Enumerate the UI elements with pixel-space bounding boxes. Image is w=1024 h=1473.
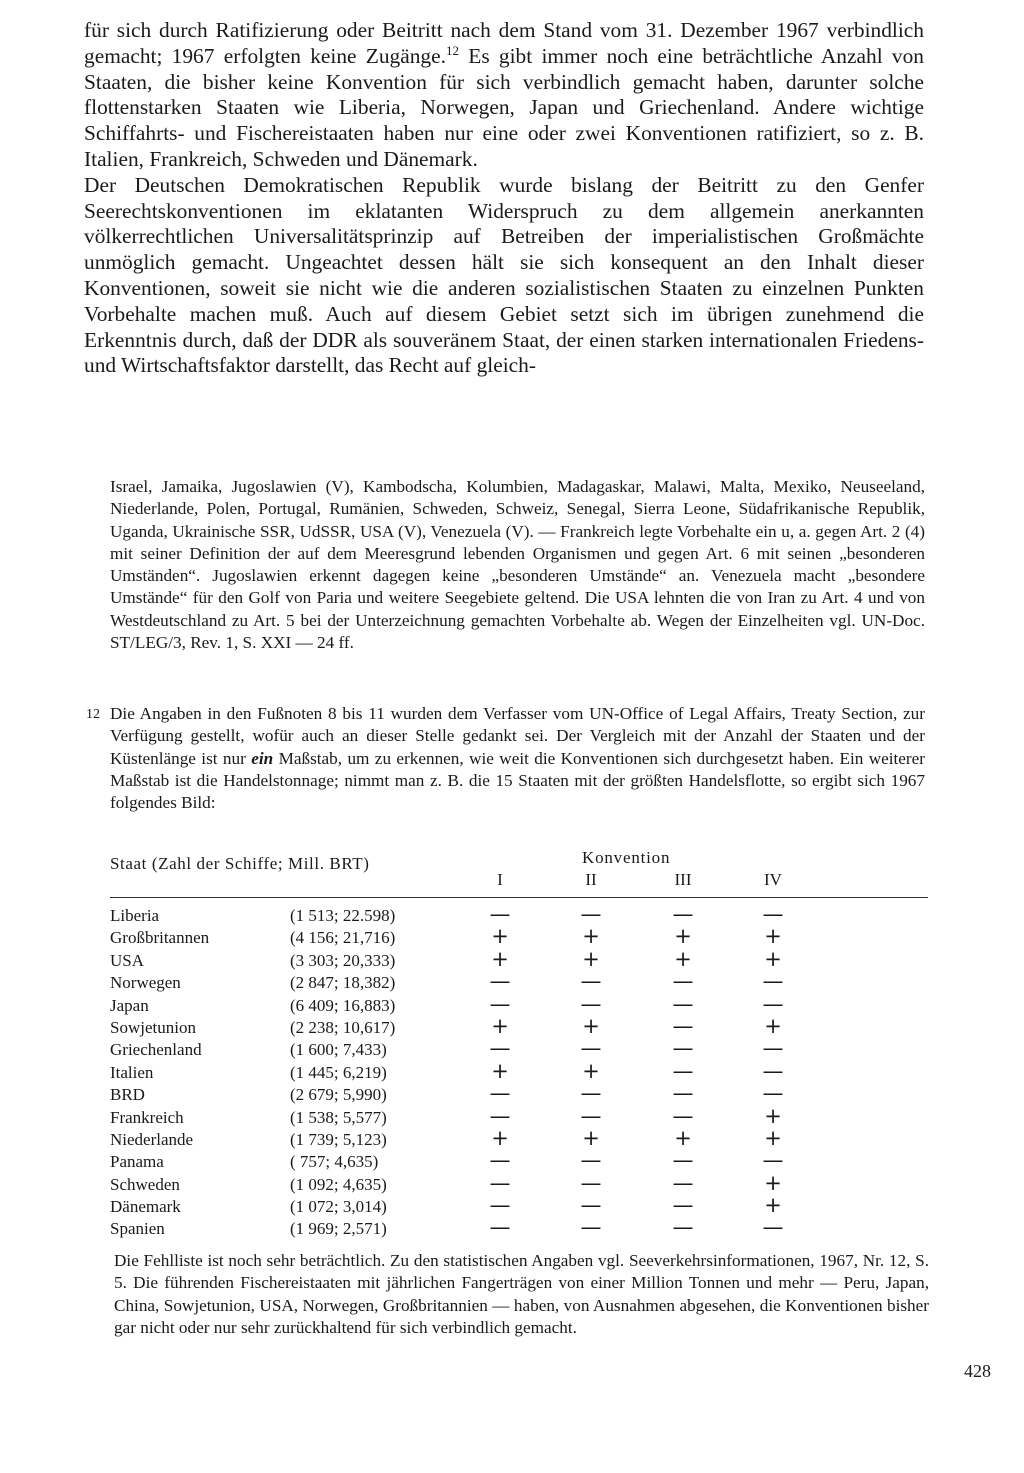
cell-konvention-iv: + bbox=[764, 924, 782, 949]
cell-staat: Panama bbox=[110, 1152, 164, 1172]
cell-konvention-iii: — bbox=[672, 1193, 694, 1218]
cell-staat: Niederlande bbox=[110, 1129, 194, 1149]
cell-staat: Schweden bbox=[110, 1174, 180, 1194]
cell-konvention-i: — bbox=[489, 902, 511, 926]
cell-konvention-ii: — bbox=[580, 1036, 602, 1061]
cell-konvention-ii: — bbox=[580, 1081, 602, 1106]
cell-schiffe-brt: (1 072; 3,014) bbox=[290, 1197, 387, 1217]
cell-konvention-ii: + bbox=[582, 946, 600, 971]
footnote-12-emphasis: ein bbox=[251, 748, 274, 768]
page-number: 428 bbox=[964, 1361, 991, 1381]
cell-konvention-i: — bbox=[489, 1103, 511, 1128]
footnote-12-text bbox=[110, 703, 925, 814]
cell-konvention-iii: — bbox=[672, 1215, 694, 1240]
cell-schiffe-brt: (2 679; 5,990) bbox=[290, 1085, 387, 1105]
cell-konvention-i: — bbox=[489, 991, 511, 1016]
cell-konvention-ii: — bbox=[580, 902, 602, 926]
cell-konvention-iv: + bbox=[764, 1013, 782, 1038]
cell-konvention-i: + bbox=[491, 1013, 509, 1038]
cell-staat: Norwegen bbox=[110, 973, 181, 993]
cell-konvention-iv: — bbox=[762, 1148, 784, 1173]
cell-schiffe-brt: (1 445; 6,219) bbox=[290, 1062, 387, 1082]
cell-staat: BRD bbox=[110, 1085, 145, 1105]
cell-staat: Großbritannen bbox=[110, 928, 210, 948]
cell-schiffe-brt: (4 156; 21,716) bbox=[290, 928, 396, 948]
main-text bbox=[84, 18, 924, 379]
cell-konvention-iv: — bbox=[762, 969, 784, 994]
footnote-12 bbox=[86, 703, 925, 814]
cell-schiffe-brt: (1 538; 5,577) bbox=[290, 1107, 387, 1127]
cell-schiffe-brt: (1 600; 7,433) bbox=[290, 1040, 387, 1060]
cell-konvention-i: — bbox=[489, 1215, 511, 1240]
cell-konvention-ii: + bbox=[582, 1058, 600, 1083]
cell-konvention-iv: + bbox=[764, 1193, 782, 1218]
cell-schiffe-brt: ( 757; 4,635) bbox=[290, 1152, 379, 1172]
cell-konvention-iii: — bbox=[672, 1013, 694, 1038]
cell-staat: USA bbox=[110, 950, 145, 970]
cell-staat: Sowjetunion bbox=[110, 1017, 196, 1037]
cell-schiffe-brt: (1 092; 4,635) bbox=[290, 1174, 387, 1194]
cell-konvention-i: — bbox=[489, 1170, 511, 1195]
cell-konvention-ii: — bbox=[580, 1193, 602, 1218]
header-col-ii: II bbox=[585, 870, 597, 889]
cell-konvention-ii: + bbox=[582, 1013, 600, 1038]
table-header-rule bbox=[110, 897, 928, 898]
cell-konvention-iii: — bbox=[672, 1036, 694, 1061]
cell-konvention-iii: + bbox=[674, 1125, 692, 1150]
cell-konvention-iii: — bbox=[672, 1081, 694, 1106]
cell-konvention-iii: — bbox=[672, 969, 694, 994]
cell-staat: Griechenland bbox=[110, 1040, 202, 1060]
cell-konvention-i: + bbox=[491, 1125, 509, 1150]
cell-staat: Japan bbox=[110, 995, 149, 1015]
cell-konvention-iv: + bbox=[764, 1125, 782, 1150]
cell-staat: Frankreich bbox=[110, 1107, 184, 1127]
cell-konvention-iv: — bbox=[762, 1081, 784, 1106]
cell-schiffe-brt: (2 238; 10,617) bbox=[290, 1017, 396, 1037]
cell-konvention-iii: — bbox=[672, 991, 694, 1016]
cell-konvention-i: — bbox=[489, 1081, 511, 1106]
cell-schiffe-brt: (3 303; 20,333) bbox=[290, 950, 396, 970]
table-row bbox=[110, 1215, 930, 1241]
footnote-12-mark: 12 bbox=[86, 707, 100, 722]
header-col-i: I bbox=[497, 870, 503, 889]
cell-staat: Spanien bbox=[110, 1219, 165, 1239]
cell-konvention-iv: — bbox=[762, 1058, 784, 1083]
cell-konvention-i: + bbox=[491, 946, 509, 971]
header-col-iv: IV bbox=[764, 870, 782, 889]
paragraph-1-part-a: für sich durch Ratifizierung oder Beitritt nach dem Stand vom 31. Dezember 1967 verbindlich gemacht; 1967 erfolgten keine Zugänge. bbox=[84, 18, 924, 68]
paragraph-2: Der Deutschen Demokratischen Republik wurde bislang der Beitritt zu den Genfer Seerechtskonventionen im eklatanten Widerspruch zu dem allgemein anerkannten völkerrechtlichen Universalitätsprinzip auf Betreiben der imperialistischen Großmächte unmöglich gemacht. Ungeachtet dessen hält sie sich konsequent an den Inhalt dieser Konventionen, soweit sie nicht wie die anderen sozialistischen Staaten zu einzelnen Punkten Vorbehalte machen muß. Auch auf diesem Gebiet setzt sich im übrigen zunehmend die Erkenntnis durch, daß der DDR als souveränem Staat, der einen starken internationalen Friedens- und Wirtschaftsfaktor darstellt, das Recht auf gleich- bbox=[84, 172, 924, 378]
footnote-11-continued: Israel, Jamaika, Jugoslawien (V), Kambodscha, Kolumbien, Madagaskar, Malawi, Malta, Mexiko, Neuseeland, Niederlande, Polen, Portugal, Rumänien, Schweden, Schweiz, Senegal, Sierra Leone, Südafrikanische Republik, Uganda, Ukrainische SSR, UdSSR, USA (V), Venezuela (V). — Frankreich legte Vorbehalte ein u, a. gegen Art. 2 (4) mit seiner Definition der auf dem Meeresgrund lebenden Organismen und gegen Art. 6 mit seinen „besonderen Umständen“. Jugoslawien erkennt dagegen keine „besonderen Umstände“ an. Venezuela macht „besondere Umstände“ für den Golf von Paria und weitere Seegebiete geltend. Die USA lehnten die von Iran zu Art. 4 und von Westdeutschland zu Art. 5 bei der Unterzeichnung gemachten Vorbehalte ab. Wegen der Einzelheiten vgl. UN-Doc. ST/LEG/3, Rev. 1, S. XXI — 24 ff. bbox=[110, 477, 925, 653]
cell-konvention-iv: + bbox=[764, 1103, 782, 1128]
cell-konvention-iii: — bbox=[672, 902, 694, 926]
paragraph-1-part-b: Es gibt immer noch eine beträchtliche Anzahl von Staaten, die bisher keine Konvention für sich verbindlich gemacht haben, darunter solche flottenstarken Staaten wie Liberia, Norwegen, Japan und Griechenland. Andere wichtige Schiffahrts- und Fischereistaaten haben nur eine oder zwei Konventionen ratifiziert, so z. B. Italien, Frankreich, Schweden und Dänemark. bbox=[84, 43, 924, 171]
cell-konvention-iii: + bbox=[674, 924, 692, 949]
cell-konvention-i: + bbox=[491, 1058, 509, 1083]
cell-staat: Italien bbox=[110, 1062, 154, 1082]
cell-schiffe-brt: (1 969; 2,571) bbox=[290, 1219, 387, 1239]
cell-konvention-ii: — bbox=[580, 1170, 602, 1195]
cell-schiffe-brt: (1 739; 5,123) bbox=[290, 1129, 387, 1149]
footnote-12-text-a: Die Angaben in den Fußnoten 8 bis 11 wurden dem Verfasser vom UN-Office of Legal Affairs, Treaty Section, zur Verfügung gestellt, wofür auch an dieser Stelle gedankt sei. Der Vergleich mit der Anzahl der Staaten und der Küstenlänge ist nur bbox=[110, 704, 925, 768]
cell-staat: Liberia bbox=[110, 906, 160, 925]
cell-staat: Dänemark bbox=[110, 1197, 181, 1217]
cell-konvention-ii: — bbox=[580, 969, 602, 994]
header-staat: Staat (Zahl der Schiffe; Mill. BRT) bbox=[110, 854, 370, 873]
table-header bbox=[110, 848, 930, 896]
cell-konvention-iii: — bbox=[672, 1148, 694, 1173]
cell-konvention-ii: — bbox=[580, 991, 602, 1016]
cell-konvention-iii: — bbox=[672, 1058, 694, 1083]
cell-konvention-i: + bbox=[491, 924, 509, 949]
cell-schiffe-brt: (6 409; 16,883) bbox=[290, 995, 396, 1015]
cell-konvention-i: — bbox=[489, 1148, 511, 1173]
header-col-iii: III bbox=[674, 870, 692, 889]
cell-konvention-iv: — bbox=[762, 902, 784, 926]
cell-schiffe-brt: (2 847; 18,382) bbox=[290, 973, 396, 993]
cell-konvention-iv: + bbox=[764, 1170, 782, 1195]
paragraph-1 bbox=[84, 18, 924, 173]
cell-konvention-iv: — bbox=[762, 991, 784, 1016]
footnote-12-text-b: Maßstab, um zu erkennen, wie weit die Konventionen sich durchgesetzt haben. Ein weiterer Maßstab ist die Handelstonnage; nimmt man z. B. die 15 Staaten mit der größten Handelsflotte, so ergibt sich 1967 folgendes Bild: bbox=[110, 748, 925, 813]
cell-konvention-ii: — bbox=[580, 1148, 602, 1173]
cell-konvention-iv: — bbox=[762, 1036, 784, 1061]
cell-konvention-i: — bbox=[489, 1193, 511, 1218]
cell-konvention-i: — bbox=[489, 969, 511, 994]
cell-konvention-iii: — bbox=[672, 1170, 694, 1195]
footnote-ref-12: 12 bbox=[445, 42, 459, 58]
cell-konvention-ii: — bbox=[580, 1103, 602, 1128]
cell-konvention-i: — bbox=[489, 1036, 511, 1061]
closing-note: Die Fehlliste ist noch sehr beträchtlich. Zu den statistischen Angaben vgl. Seeverkehrsinformationen, 1967, Nr. 12, S. 5. Die führenden Fischereistaaten mit jährlichen Fangerträgen von einer Million Tonnen und mehr — Peru, Japan, China, Sowjetunion, USA, Norwegen, Großbritannien — haben, von Ausnahmen abgesehen, die Konventionen bisher gar nicht oder nur sehr zurückhaltend für sich verbindlich gemacht. bbox=[114, 1251, 929, 1337]
header-konvention: Konvention bbox=[582, 848, 671, 867]
cell-konvention-iii: + bbox=[674, 946, 692, 971]
cell-konvention-ii: — bbox=[580, 1215, 602, 1240]
cell-konvention-ii: + bbox=[582, 924, 600, 949]
cell-konvention-iii: — bbox=[672, 1103, 694, 1128]
cell-konvention-iv: + bbox=[764, 946, 782, 971]
cell-konvention-iv: — bbox=[762, 1215, 784, 1240]
cell-schiffe-brt: (1 513; 22.598) bbox=[290, 906, 396, 925]
table-body bbox=[110, 902, 930, 1242]
cell-konvention-ii: + bbox=[582, 1125, 600, 1150]
